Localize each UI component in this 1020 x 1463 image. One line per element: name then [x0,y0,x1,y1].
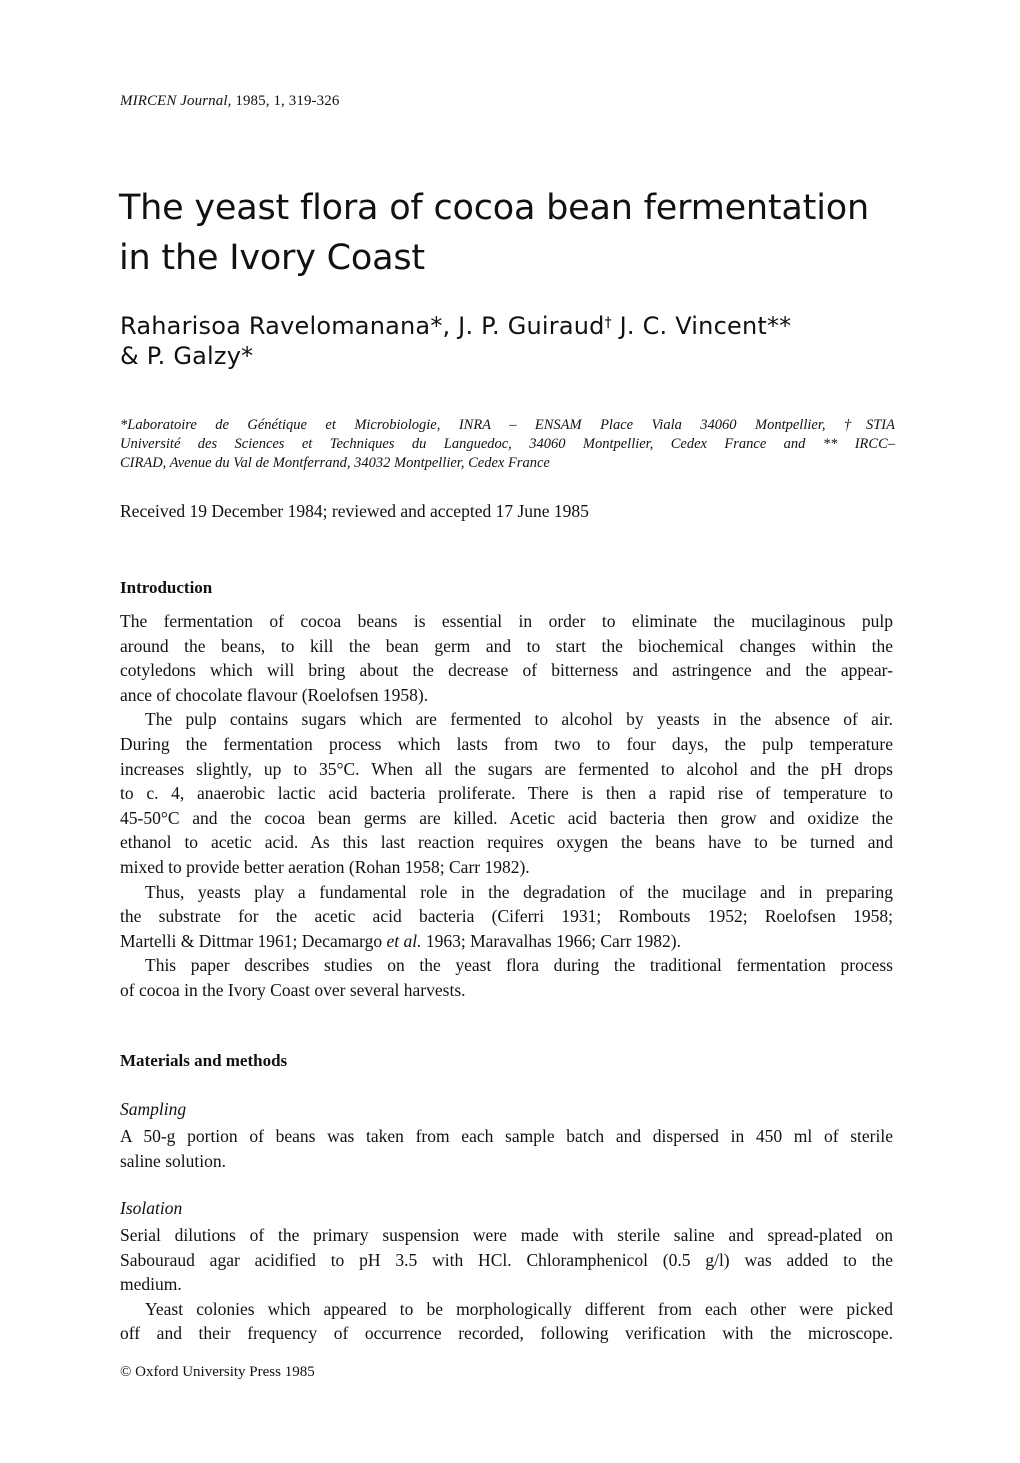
sampling-body [120,1124,893,1173]
text-line: of cocoa in the Ivory Coast over several harvests. [120,979,466,1000]
text-run: 1963; Maravalhas 1966; Carr 1982). [421,930,682,951]
journal-citation [120,93,339,110]
copyright-notice: © Oxford University Press 1985 [120,1364,315,1380]
affiliations [120,416,895,473]
affiliation-line: Université des Sciences et Techniques du Languedoc, 34060 Montpellier, Cedex France and ** IRCC– [120,436,895,452]
paper-title-line-1: The yeast flora of cocoa bean fermentation [119,188,869,228]
text-line: around the beans, to kill the bean germ and to start the biochemical changes within the [120,635,893,656]
author-list [120,311,920,371]
text-line: This paper describes studies on the yeast flora during the traditional fermentation process [145,955,893,976]
introduction-body [120,609,893,1003]
text-line: Thus, yeasts play a fundamental role in the degradation of the mucilage and in preparing [145,881,893,902]
paper-title-line-2: in the Ivory Coast [119,238,425,278]
text-line: off and their frequency of occurrence recorded, following verification with the microscope. [120,1323,893,1344]
isolation-subheading: Isolation [120,1198,183,1218]
text-line: cotyledons which will bring about the decrease of bitterness and astringence and the appear- [120,660,893,681]
paper-title [119,183,919,283]
text-line: 45-50°C and the cocoa bean germs are killed. Acetic acid bacteria then grow and oxidize the [120,807,893,828]
text-line [120,929,893,954]
text-run: Martelli & Dittmar 1961; Decamargo [120,930,387,951]
received-dates: Received 19 December 1984; reviewed and accepted 17 June 1985 [120,501,589,521]
affiliation-line: *Laboratoire de Génétique et Microbiologie, INRA – ENSAM Place Viala 34060 Montpellier, †STIA [120,417,895,433]
sampling-subheading: Sampling [120,1099,187,1119]
author-line-1 [120,311,920,341]
text-line: ance of chocolate flavour (Roelofsen 1958). [120,684,429,705]
text-line: The fermentation of cocoa beans is essential in order to eliminate the mucilaginous pulp [120,611,893,631]
text-line: A 50-g portion of beans was taken from each sample batch and dispersed in 450 ml of sterile [120,1126,893,1146]
author-names-a: Raharisoa Ravelomanana*, J. P. Guiraud [120,312,605,340]
et-al-italic: et al. [386,930,422,951]
text-line: Serial dilutions of the primary suspension were made with sterile saline and spread-plated on [120,1225,893,1245]
text-line: Yeast colonies which appeared to be morphologically different from each other were picked [145,1298,893,1319]
text-line: Sabouraud agar acidified to pH 3.5 with HCl. Chloramphenicol (0.5 g/l) was added to the [120,1249,893,1270]
text-line: medium. [120,1274,182,1295]
text-line: the substrate for the acetic acid bacteria (Ciferri 1931; Rombouts 1952; Roelofsen 1958; [120,906,893,927]
text-line: increases slightly, up to 35°C. When all the sugars are fermented to alcohol and the pH drops [120,758,893,779]
isolation-body [120,1223,893,1346]
affiliation-line: CIRAD, Avenue du Val de Montferrand, 34032 Montpellier, Cedex France [120,455,550,471]
materials-methods-heading: Materials and methods [120,1051,288,1070]
text-line: During the fermentation process which lasts from two to four days, the pulp temperature [120,733,893,754]
author-names-b: J. C. Vincent** [611,312,792,340]
text-line: to c. 4, anaerobic lactic acid bacteria proliferate. There is then a rapid rise of temperature to [120,783,893,804]
author-line-2: & P. Galzy* [120,342,254,370]
text-line: saline solution. [120,1150,226,1171]
text-line: The pulp contains sugars which are fermented to alcohol by yeasts in the absence of air. [145,709,893,730]
journal-name: MIRCEN Journal, [120,93,232,109]
text-line: ethanol to acetic acid. As this last reaction requires oxygen the beans have to be turned and [120,832,893,853]
journal-volume-pages: 1985, 1, 319-326 [235,93,340,109]
introduction-heading: Introduction [120,578,213,597]
text-line: mixed to provide better aeration (Rohan 1958; Carr 1982). [120,856,530,877]
author-dagger-mark: † [604,315,612,331]
